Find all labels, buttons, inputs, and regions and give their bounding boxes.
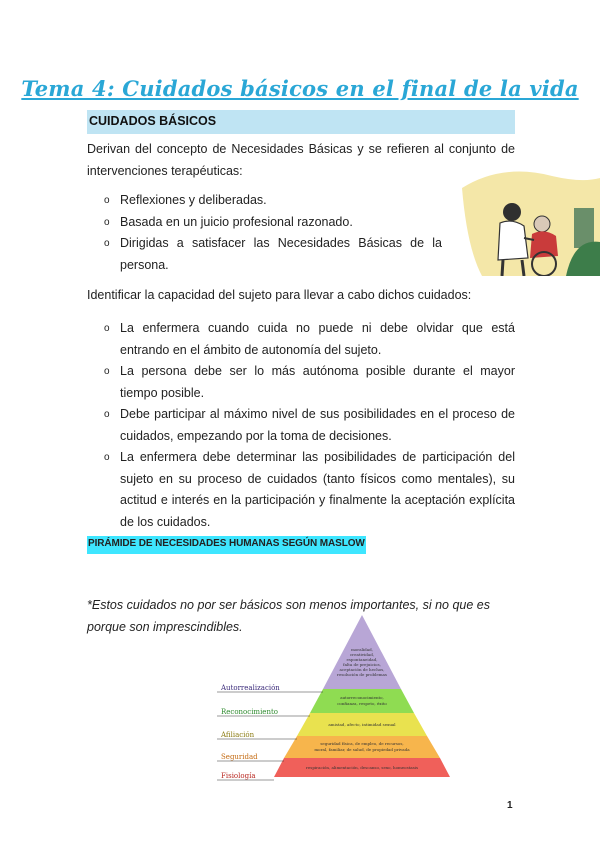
- pyramid-text: respiración, alimentación, descanso, sexo, homeostasis: [305, 765, 419, 770]
- pyramid-label: Seguridad: [221, 753, 258, 761]
- section-heading-bar: [87, 110, 515, 134]
- list-item: o Basada en un juicio profesional razonado.: [87, 212, 442, 234]
- pyramid-text: moral, familiar, de salud, de propiedad privada: [314, 747, 410, 752]
- list-item: o La enfermera debe determinar las posibilidades de participación del sujeto en su proceso de cuidados (tanto físicos como mentales), su actitud e interés en la participación y finalmente la aceptación explícita de los cuidados.: [87, 447, 515, 533]
- pyramid-text: creatividad,: [349, 652, 375, 657]
- pyramid-text: aceptación de hechos,: [339, 667, 385, 672]
- page-title: Tema 4: Cuidados básicos en el final de la vida: [21, 76, 579, 101]
- list-item: o Dirigidas a satisfacer las Necesidades Básicas de la persona.: [87, 233, 442, 276]
- bullet-marker: o: [104, 216, 110, 228]
- list-item: o La enfermera cuando cuida no puede ni debe olvidar que está entrando en el ámbito de autonomía del sujeto.: [87, 318, 515, 361]
- pyramid-label: Afiliación: [221, 731, 255, 739]
- bullet-marker: o: [104, 452, 110, 463]
- maslow-pyramid: [215, 615, 460, 785]
- caregiver-illustration: [462, 168, 600, 276]
- list-item: o Debe participar al máximo nivel de sus posibilidades en el proceso de cuidados, empezando por la toma de decisiones.: [87, 404, 515, 447]
- bullet-marker: o: [104, 366, 110, 377]
- pyramid-label: Fisiología: [221, 772, 256, 780]
- bullet-marker: o: [104, 323, 110, 334]
- pyramid-text: amistad, afecto, intimidad sexual: [328, 722, 396, 727]
- pyramid-text: falta de prejuicios,: [343, 662, 381, 667]
- pyramid-text: seguridad física, de empleo, de recursos,: [320, 741, 404, 746]
- section-heading: CUIDADOS BÁSICOS: [89, 114, 217, 128]
- maslow-heading: PIRÁMIDE DE NECESIDADES HUMANAS SEGÚN MASLOW: [87, 536, 366, 554]
- pyramid-label: Reconocimiento: [221, 708, 278, 716]
- intro-paragraph: Derivan del concepto de Necesidades Básicas y se refieren al conjunto de intervenciones terapéuticas:: [87, 142, 515, 178]
- list-item: o La persona debe ser lo más autónoma posible durante el mayor tiempo posible.: [87, 361, 515, 404]
- pyramid-text: confianza, respeto, éxito: [337, 701, 387, 706]
- identify-paragraph: Identificar la capacidad del sujeto para llevar a cabo dichos cuidados:: [87, 288, 472, 302]
- bullet-marker: o: [104, 409, 110, 420]
- pyramid-text: moralidad,: [351, 647, 373, 652]
- pyramid-text: espontaneidad,: [346, 657, 378, 662]
- pyramid-text: resolución de problemas: [337, 672, 387, 677]
- bullet-list-1: [87, 190, 442, 276]
- pyramid-text: autorreconocimiento,: [340, 695, 384, 700]
- pyramid-label: Autorrealización: [221, 684, 280, 692]
- note-paragraph: *Estos cuidados no por ser básicos son menos importantes, si no que es porque son imprescindibles.: [87, 598, 490, 634]
- bullet-list-2: [87, 318, 515, 533]
- bullet-marker: o: [104, 238, 110, 249]
- list-item: o Reflexiones y deliberadas.: [87, 190, 442, 212]
- bullet-marker: o: [104, 195, 110, 206]
- page-number: 1: [507, 800, 513, 811]
